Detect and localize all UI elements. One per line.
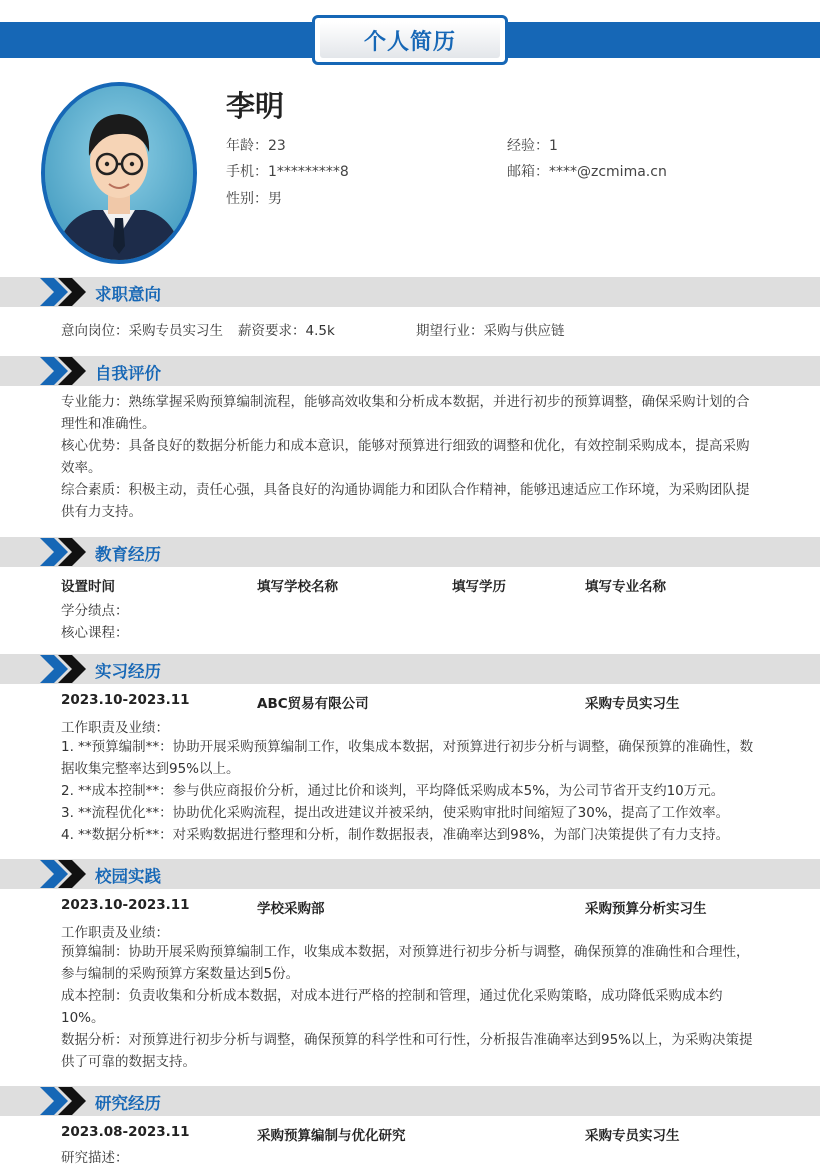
internship-company: ABC贸易有限公司: [257, 696, 369, 712]
section-research: [0, 1086, 820, 1116]
education-degree: 填写学历: [452, 579, 506, 595]
section-title: 求职意向: [95, 285, 161, 304]
age-label: 年龄：: [226, 138, 268, 154]
intent-industry: [416, 319, 565, 339]
age-row: [226, 135, 286, 155]
section-education: [0, 537, 820, 567]
internship-item: 1. **预算编制**：协助开展采购预算编制工作，收集成本数据，对预算进行初步分析与调整，确保预算的准确性，数据收集完整率达到95%以上。: [61, 739, 754, 777]
gender-row: [226, 188, 282, 208]
section-title: 研究经历: [95, 1094, 161, 1113]
internship-role: 采购专员实习生: [585, 696, 680, 712]
email-row: [507, 161, 667, 181]
experience-value: 1: [549, 138, 558, 154]
page-title: 个人简历: [320, 22, 500, 58]
intent-salary: [238, 319, 335, 339]
experience-label: 经验：: [507, 138, 549, 154]
double-chevron-icon: [40, 860, 90, 888]
section-self-evaluation: [0, 356, 820, 386]
phone-label: 手机：: [226, 164, 268, 180]
section-title: 教育经历: [95, 545, 161, 564]
self-paragraph: 综合素质：积极主动，责任心强，具备良好的沟通协调能力和团队合作精神，能够迅速适应工作环境，为采购团队提供有力支持。: [61, 482, 750, 520]
campus-org: 学校采购部: [257, 901, 325, 917]
email-label: 邮箱：: [507, 164, 549, 180]
campus-item: 预算编制：协助开展采购预算编制工作，收集成本数据，对预算进行初步分析与调整，确保预算的准确性和合理性，参与编制的采购预算方案数量达到5份。: [61, 944, 750, 982]
salary-label: 薪资要求：: [238, 323, 306, 339]
internship-duty-label: 工作职责及业绩：: [61, 720, 169, 736]
position-value: 采购专员实习生: [128, 323, 223, 339]
self-paragraph: 专业能力：熟练掌握采购预算编制流程，能够高效收集和分析成本数据，并进行初步的预算调整，确保采购计划的合理性和准确性。: [61, 394, 750, 432]
section-title: 自我评价: [95, 364, 161, 383]
gender-label: 性别：: [226, 191, 268, 207]
double-chevron-icon: [40, 1087, 90, 1115]
position-label: 意向岗位：: [61, 323, 129, 339]
double-chevron-icon: [40, 357, 90, 385]
section-campus: [0, 859, 820, 889]
title-badge: [312, 15, 508, 65]
intent-position: [61, 319, 223, 339]
section-title: 实习经历: [95, 662, 161, 681]
gender-value: 男: [268, 191, 282, 207]
campus-duty-label: 工作职责及业绩：: [61, 925, 169, 941]
research-desc-label: 研究描述：: [61, 1150, 129, 1166]
experience-row: [507, 135, 558, 155]
portrait-photo: [45, 86, 193, 260]
internship-period: 2023.10-2023.11: [61, 692, 190, 708]
research-period: 2023.08-2023.11: [61, 1124, 190, 1140]
age-value: 23: [268, 138, 286, 154]
double-chevron-icon: [40, 538, 90, 566]
education-major: 填写专业名称: [585, 579, 666, 595]
education-time: 设置时间: [61, 579, 115, 595]
campus-period: 2023.10-2023.11: [61, 897, 190, 913]
person-name: 李明: [226, 89, 285, 123]
double-chevron-icon: [40, 655, 90, 683]
campus-item: 成本控制：负责收集和分析成本数据，对成本进行严格的控制和管理，通过优化采购策略，成功降低采购成本约10%。: [61, 988, 723, 1026]
campus-item: 数据分析：对预算进行初步分析与调整，确保预算的科学性和可行性，分析报告准确率达到95%以上，为采购决策提供了可靠的数据支持。: [61, 1032, 753, 1070]
internship-item: 3. **流程优化**：协助优化采购流程，提出改进建议并被采纳，使采购审批时间缩短了30%，提高了工作效率。: [61, 805, 730, 821]
internship-item: 2. **成本控制**：参与供应商报价分析，通过比价和谈判，平均降低采购成本5%，为公司节省开支约10万元。: [61, 783, 725, 799]
research-project: 采购预算编制与优化研究: [257, 1128, 406, 1144]
double-chevron-icon: [40, 278, 90, 306]
research-role: 采购专员实习生: [585, 1128, 680, 1144]
section-title: 校园实践: [95, 867, 161, 886]
section-internship: [0, 654, 820, 684]
education-school: 填写学校名称: [257, 579, 338, 595]
salary-value: 4.5k: [305, 323, 335, 339]
industry-value: 采购与供应链: [483, 323, 565, 339]
phone-row: [226, 161, 349, 181]
section-intent: [0, 277, 820, 307]
self-paragraph: 核心优势：具备良好的数据分析能力和成本意识，能够对预算进行细致的调整和优化，有效控制采购成本，提高采购效率。: [61, 438, 750, 476]
internship-item: 4. **数据分析**：对采购数据进行整理和分析，制作数据报表，准确率达到98%，为部门决策提供了有力支持。: [61, 827, 730, 843]
industry-label: 期望行业：: [416, 323, 484, 339]
education-courses: 核心课程：: [61, 625, 129, 641]
campus-role: 采购预算分析实习生: [585, 901, 707, 917]
avatar: [41, 82, 197, 264]
education-gpa: 学分绩点：: [61, 603, 129, 619]
email-value: ****@zcmima.cn: [549, 164, 667, 180]
phone-value: 1*********8: [268, 164, 349, 180]
